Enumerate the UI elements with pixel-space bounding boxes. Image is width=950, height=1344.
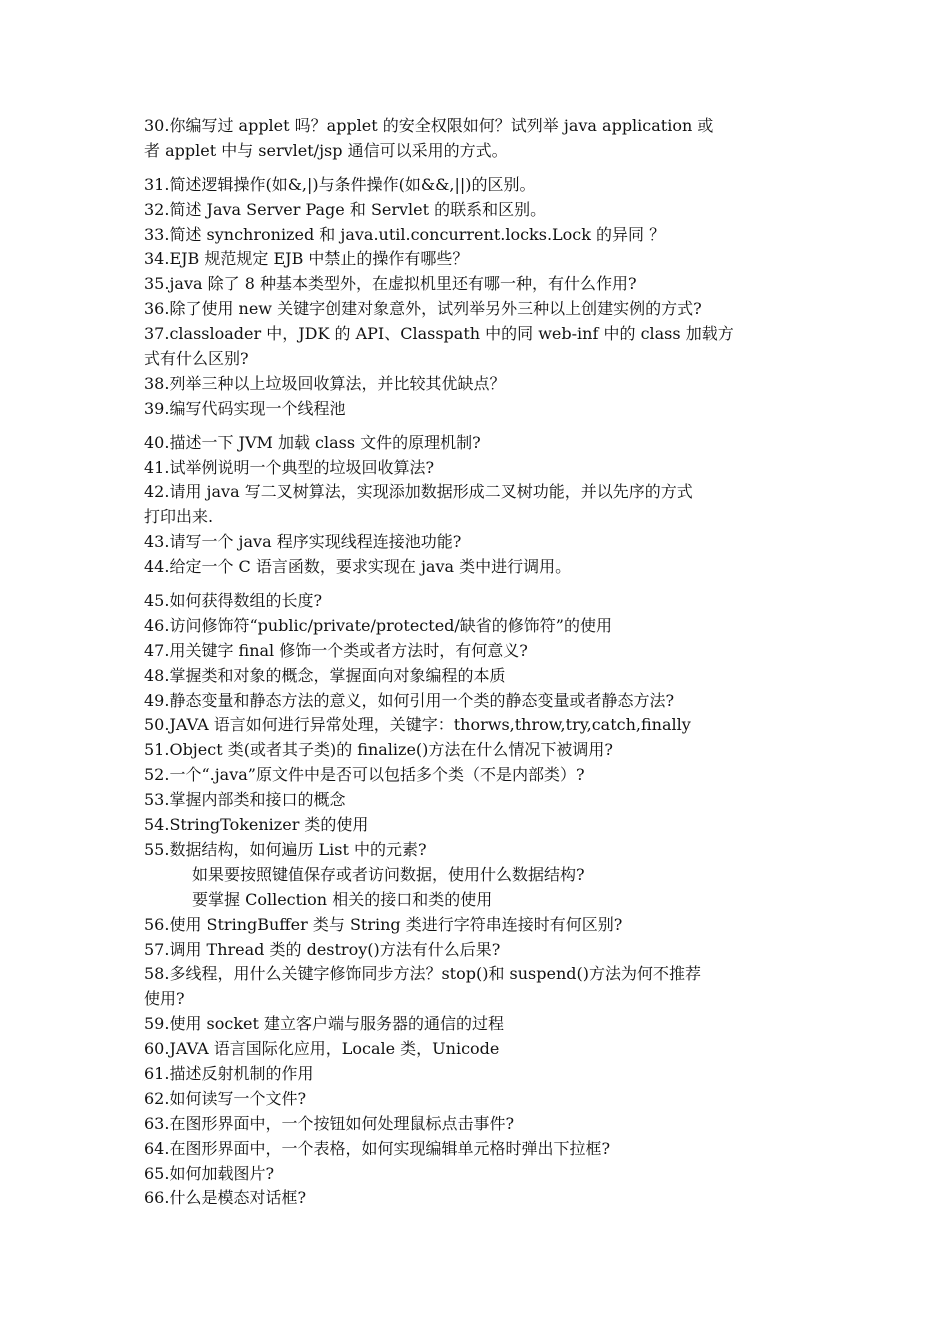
question-line: 61.描述反射机制的作用 [144, 1063, 314, 1083]
question-line: 30.你编写过 applet 吗？applet 的安全权限如何？试列举 java application 或 [144, 116, 714, 135]
question-line: 57.调用 Thread 类的 destroy()方法有什么后果? [144, 939, 501, 959]
question-line: 34.EJB 规范规定 EJB 中禁止的操作有哪些？ [144, 249, 469, 269]
question-line: 者 applet 中与 servlet/jsp 通信可以采用的方式。 [144, 140, 508, 160]
document-page [144, 114, 816, 1211]
question-line: 51.Object 类(或者其子类)的 finalize()方法在什么情况下被调用? [144, 740, 613, 760]
question-line: 53.掌握内部类和接口的概念 [144, 790, 346, 810]
question-subline: 要掌握 Collection 相关的接口和类的使用 [192, 889, 493, 909]
question-line: 33.简述 synchronized 和 java.util.concurrent.locks.Lock 的异同 ？ [144, 224, 666, 244]
question-line: 式有什么区别? [144, 349, 249, 369]
question-line: 46.访问修饰符“public/private/protected/缺省的修饰符”的使用 [144, 615, 612, 635]
question-line: 55.数据结构，如何遍历 List 中的元素? [144, 839, 427, 859]
question-line: 60.JAVA 语言国际化应用，Locale 类，Unicode [144, 1039, 500, 1059]
question-subline: 如果要按照键值保存或者访问数据，使用什么数据结构? [192, 864, 585, 884]
question-line: 48.掌握类和对象的概念，掌握面向对象编程的本质 [144, 665, 506, 685]
question-line: 65.如何加载图片? [144, 1163, 275, 1183]
question-line: 59.使用 socket 建立客户端与服务器的通信的过程 [144, 1014, 505, 1034]
question-line: 打印出来. [144, 507, 214, 527]
question-line: 63.在图形界面中，一个按钮如何处理鼠标点击事件? [144, 1113, 515, 1133]
question-line: 42.请用 java 写二叉树算法，实现添加数据形成二叉树功能，并以先序的方式 [144, 482, 693, 502]
question-line: 39.编写代码实现一个线程池 [144, 398, 346, 418]
question-line: 38.列举三种以上垃圾回收算法，并比较其优缺点？ [144, 373, 506, 393]
question-line: 41.试举例说明一个典型的垃圾回收算法? [144, 457, 435, 477]
question-line: 54.StringTokenizer 类的使用 [144, 815, 369, 835]
question-line: 62.如何读写一个文件? [144, 1088, 307, 1108]
question-line: 64.在图形界面中，一个表格，如何实现编辑单元格时弹出下拉框? [144, 1138, 611, 1158]
question-line: 31.简述逻辑操作(如&,|)与条件操作(如&&,||)的区别。 [144, 174, 536, 194]
question-line: 37.classloader 中，JDK 的 API、Classpath 中的同 web-inf 中的 class 加载方 [144, 324, 734, 344]
question-line: 52.一个“.java”原文件中是否可以包括多个类（不是内部类）? [144, 765, 585, 785]
question-line: 32.简述 Java Server Page 和 Servlet 的联系和区别。 [144, 199, 547, 219]
question-line: 使用? [144, 989, 185, 1009]
question-line: 58.多线程，用什么关键字修饰同步方法？stop()和 suspend()方法为何不推荐 [144, 964, 702, 984]
question-line: 43.请写一个 java 程序实现线程连接池功能? [144, 532, 462, 552]
question-line: 56.使用 StringBuffer 类与 String 类进行字符串连接时有何区别? [144, 914, 623, 934]
question-line: 47.用关键字 final 修饰一个类或者方法时，有何意义? [144, 640, 528, 660]
question-line: 40.描述一下 JVM 加载 class 文件的原理机制? [144, 432, 481, 452]
question-line: 50.JAVA 语言如何进行异常处理，关键字：thorws,throw,try,catch,finally [144, 715, 691, 735]
question-line: 49.静态变量和静态方法的意义，如何引用一个类的静态变量或者静态方法? [144, 690, 675, 710]
question-line: 36.除了使用 new 关键字创建对象意外，试列举另外三种以上创建实例的方式? [144, 299, 702, 319]
question-line: 45.如何获得数组的长度? [144, 591, 323, 611]
question-line: 66.什么是模态对话框? [144, 1188, 307, 1208]
question-line: 35.java 除了 8 种基本类型外，在虚拟机里还有哪一种，有什么作用? [144, 274, 637, 294]
question-line: 44.给定一个 C 语言函数，要求实现在 java 类中进行调用。 [144, 557, 572, 577]
